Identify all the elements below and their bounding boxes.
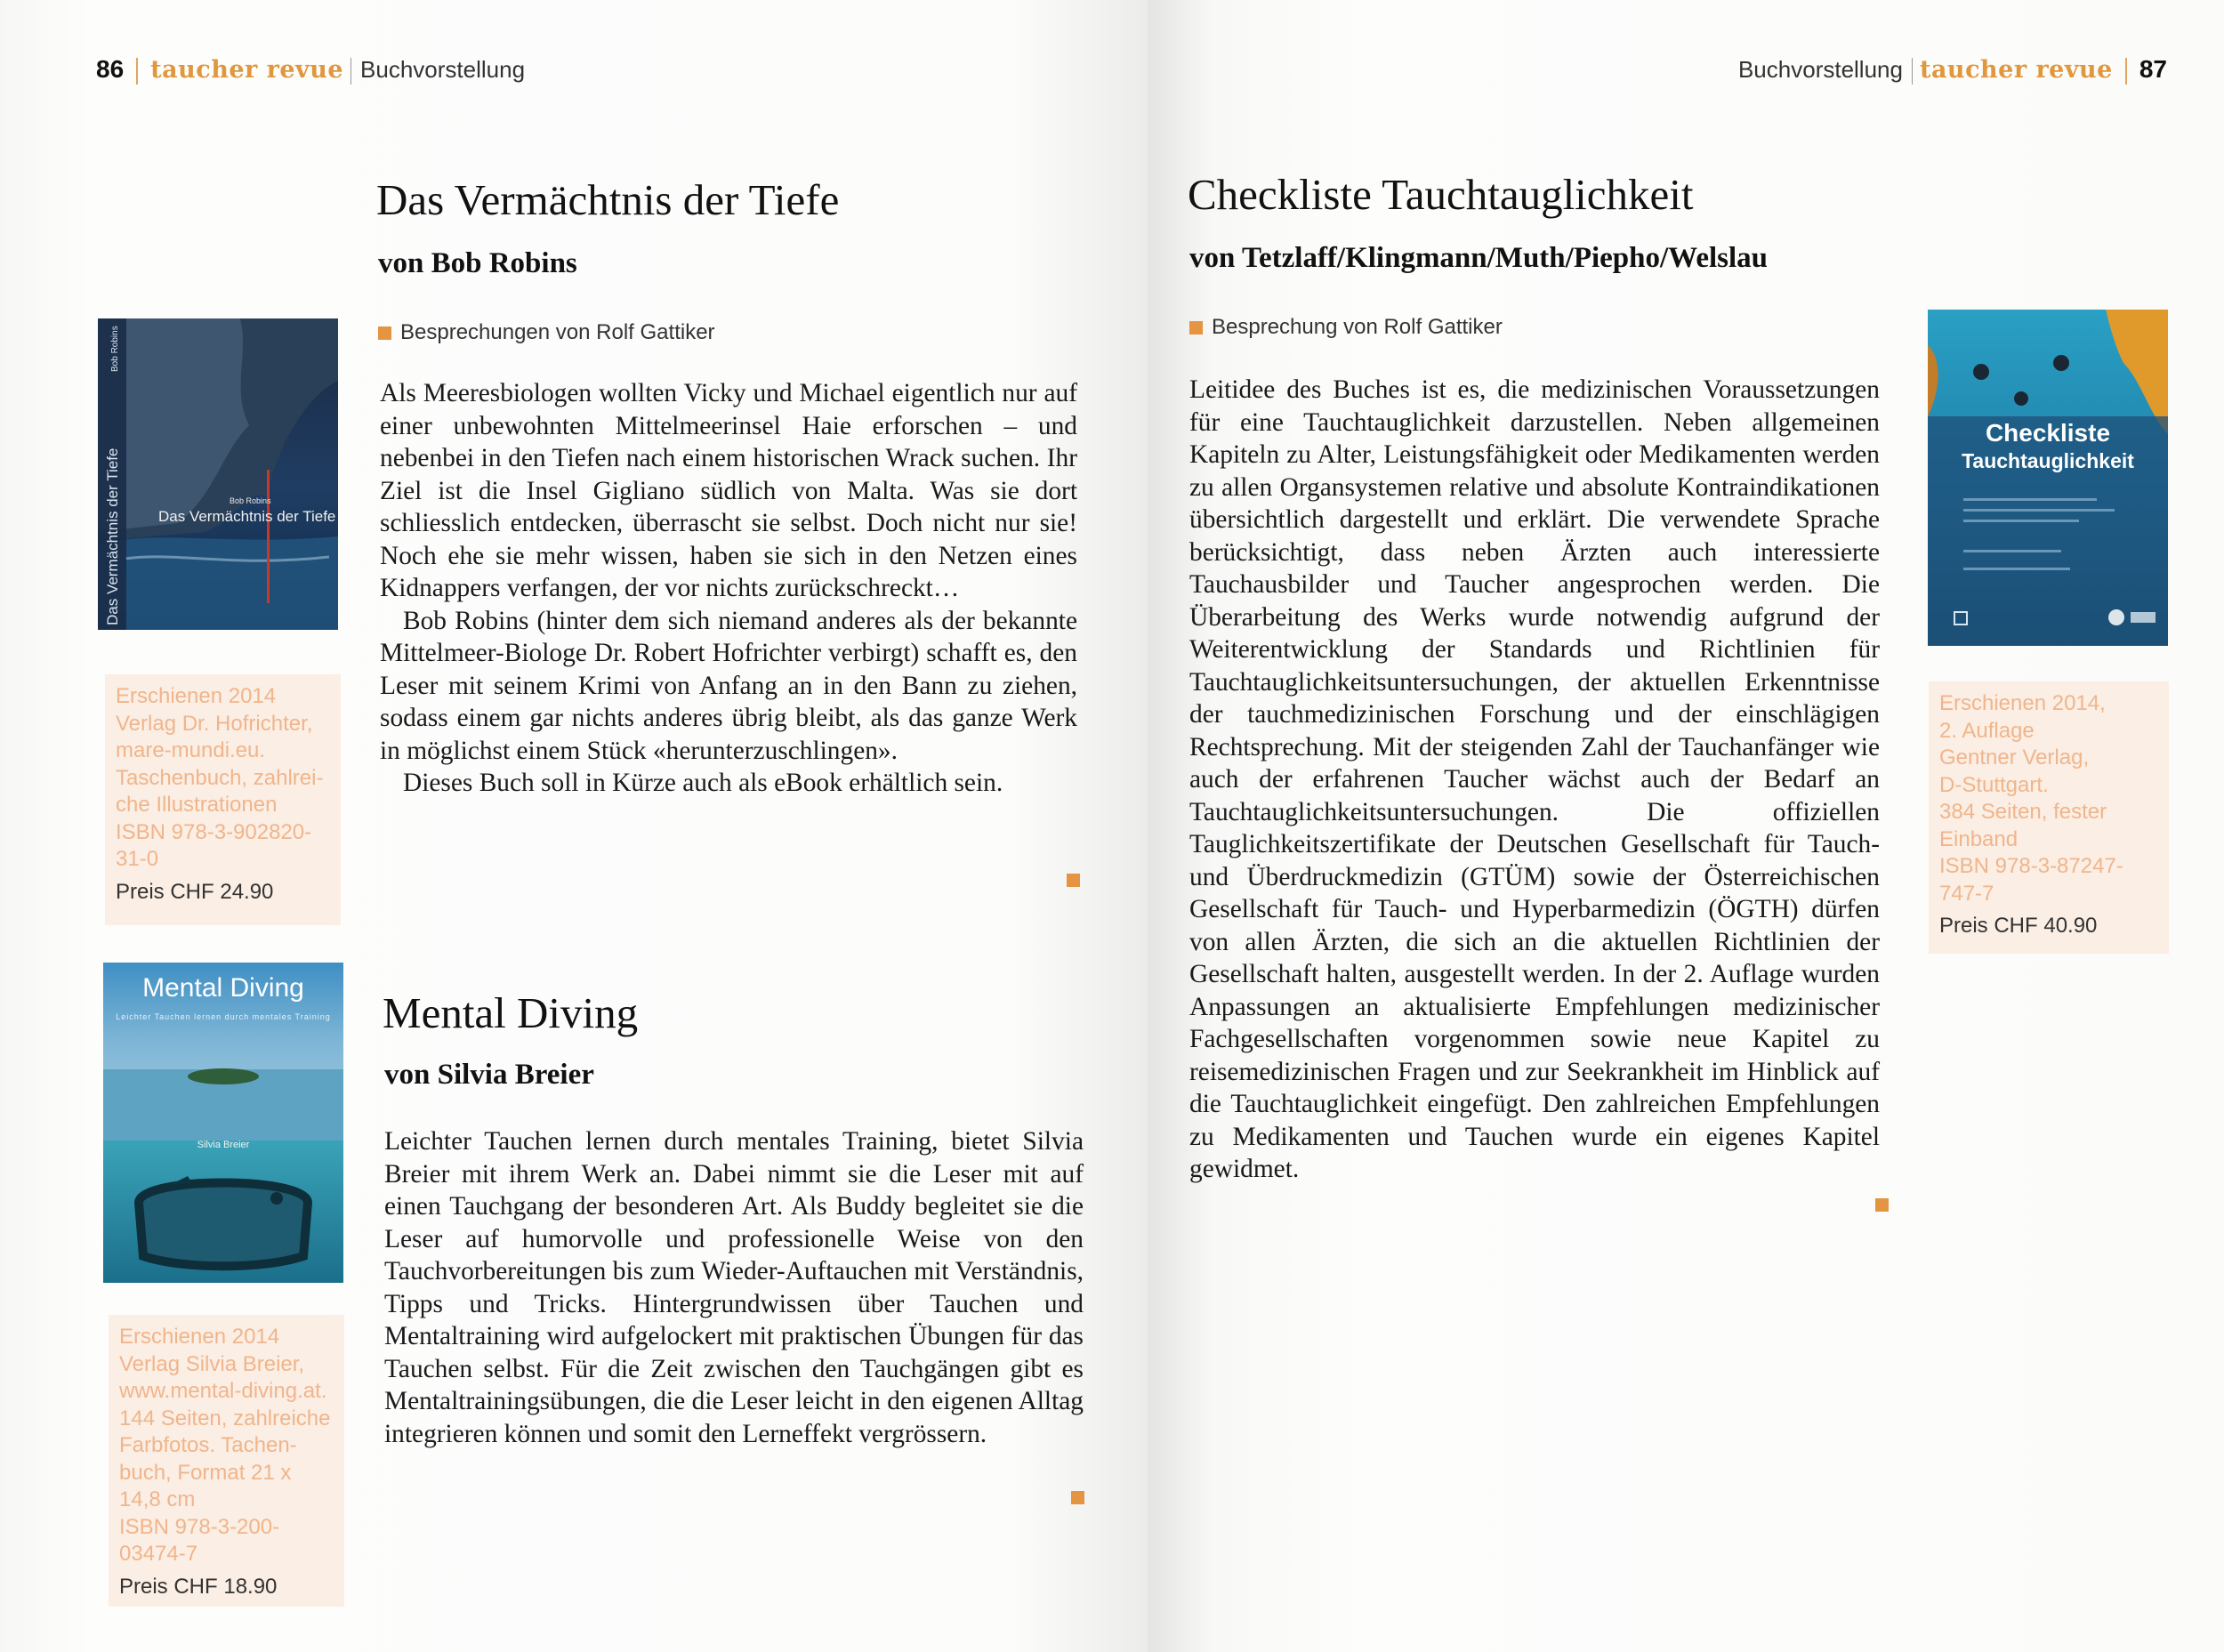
paragraph: Dieses Buch soll in Kürze auch als eBook erhältlich sein.: [403, 769, 1003, 797]
article-author: von Tetzlaff/Klingmann/Muth/Piepho/Welslau: [1189, 242, 1769, 274]
svg-text:Mental Diving: Mental Diving: [142, 973, 304, 1003]
book-price: Preis CHF 24.90: [116, 879, 274, 904]
paragraph: Leitidee des Buches ist es, die medizinischen Voraussetzungen für eine Tauchtauglichkeit darzustellen. Neben allgemeinen Kapiteln zu Alter, Leistungsfähigkeit oder Medikamenten werden zu allen Organsystemen relative und absolute Kontraindikationen übersichtlich dargestellt und erklärt. Die verwendete Sprache berücksichtigt, dass neben Ärzten auch interessierte Tauchausbilder und Taucher angesprochen werden. Die Überarbeitung des Werks wurde notwendig aufgrund der Weiterentwicklung der Standards und Richtlinien für Tauchtauglichkeitsuntersuchungen, der aktuellen Erkenntnisse der tauchmedizinischen Forschung und der einschlägigen Rechtsprechung. Mit der steigenden Zahl der Tauchanfänger wie auch der erfahrenen Taucher wächst auch der Bedarf an Tauchtauglichkeitsuntersuchungen. Die offiziellen Tauglichkeitszertifikate der Deutschen Gesellschaft für Tauch- und Überdruckmedizin (GTÜM) sowie der Österreichischen Gesellschaft für Tauch- und Hyperbarmedizin (ÖGTH) dürfen von allen Ärzten, die sich an die aktuellen Richtlinien der Gesellschaft halten, ausgestellt werden. In der 2. Auflage wurden Anpassungen an aktualisierte Empfehlungen medizinischer Fachgesellschaften vorgenommen sowie neue Kapitel zu reisemedizinischen Fragen und zur Seekrankheit im Hinblick auf die Tauchtauglichkeit eingefügt. Den zahlreichen Empfehlungen zu Medikamenten und Tauchen wurde ein eigenes Kapitel gewidmet.: [1189, 375, 1880, 1183]
section-name: Buchvorstellung: [1737, 56, 1903, 83]
info-line: Einband: [1939, 826, 2019, 851]
info-line: buch, Format 21 x: [119, 1460, 292, 1485]
page-header-right: [1738, 55, 2167, 85]
article-author: von Silvia Breier: [384, 1059, 594, 1091]
article-body: [384, 1125, 1084, 1450]
book-cover-vermaechtnis: [98, 318, 338, 630]
svg-text:Das Vermächtnis der Tiefe: Das Vermächtnis der Tiefe: [158, 508, 336, 525]
book-cover-checkliste: [1928, 310, 2168, 646]
info-line: ISBN 978-3-902820-: [116, 819, 312, 844]
book-info-vermaechtnis: [105, 674, 341, 925]
review-credit: Besprechungen von Rolf Gattiker: [378, 320, 715, 345]
page-number: 87: [2139, 55, 2167, 83]
info-line: 14,8 cm: [119, 1487, 196, 1511]
info-line: Gentner Verlag,: [1939, 745, 2090, 770]
info-line: 31-0: [116, 847, 159, 871]
info-line: 144 Seiten, zahlreiche: [119, 1406, 331, 1430]
review-credit: Besprechung von Rolf Gattiker: [1189, 315, 1503, 340]
right-page: [1148, 0, 2224, 1652]
svg-text:Checkliste: Checkliste: [1985, 419, 2111, 447]
info-line: Erschienen 2014: [119, 1325, 280, 1349]
accent-square-icon: [378, 326, 391, 340]
book-info-checkliste: [1929, 681, 2169, 954]
svg-text:Das Vermächtnis der Tiefe: Das Vermächtnis der Tiefe: [104, 447, 121, 625]
article-title: Mental Diving: [383, 988, 639, 1037]
info-line: ISBN 978-3-87247-: [1939, 854, 2123, 878]
info-line: ISBN 978-3-200-: [119, 1514, 280, 1539]
info-line: D-Stuttgart.: [1939, 772, 2049, 797]
page-number: 86: [96, 55, 125, 83]
svg-text:Silvia Breier: Silvia Breier: [197, 1140, 250, 1150]
magazine-name: taucher revue: [150, 56, 344, 84]
info-line: che Illustrationen: [116, 793, 278, 817]
article-title: Das Vermächtnis der Tiefe: [376, 175, 840, 224]
end-mark-icon: [1875, 1198, 1889, 1212]
book-price: Preis CHF 18.90: [119, 1574, 278, 1599]
svg-text:Bob Robins: Bob Robins: [110, 326, 120, 372]
svg-text:Leichter Tauchen lernen durch: Leichter Tauchen lernen durch mentales Training: [116, 1012, 331, 1021]
svg-text:Tauchtauglichkeit: Tauchtauglichkeit: [1962, 449, 2134, 472]
info-line: Erschienen 2014,: [1939, 691, 2106, 715]
svg-text:Bob Robins: Bob Robins: [230, 496, 271, 505]
article-author: von Bob Robins: [378, 247, 577, 279]
book-price: Preis CHF 40.90: [1939, 914, 2098, 938]
section-name: Buchvorstellung: [360, 56, 526, 83]
info-line: 03474-7: [119, 1542, 198, 1566]
info-line: Verlag Dr. Hofrichter,: [116, 711, 313, 736]
article-title: Checkliste Tauchtauglichkeit: [1188, 170, 1694, 219]
info-line: Erschienen 2014: [116, 684, 277, 708]
paragraph: Als Meeresbiologen wollten Vicky und Michael eigentlich nur auf einer unbewohnten Mittelmeerinsel Haie erforschen – und nebenbei in den Tiefen nach einem historischen Wrack suchen. Ihr Ziel ist die Insel Gigliano südlich von Malta. Was sie dort schliesslich entdecken, überrascht sie selbst. Doch nicht nur sie! Noch ehe sie mehr wissen, haben sie sich in den Netzen eines Kidnappers verfangen, der vor nichts zurückschreckt…: [380, 379, 1077, 602]
book-cover-mental-diving: [103, 963, 343, 1283]
info-line: Farbfotos. Tachen-: [119, 1433, 297, 1457]
info-line: 2. Auflage: [1939, 718, 2035, 743]
info-line: Verlag Silvia Breier,: [119, 1351, 305, 1376]
end-mark-icon: [1071, 1491, 1084, 1504]
info-line: www.mental-diving.at.: [119, 1379, 327, 1403]
article-body: [1189, 374, 1880, 1186]
info-line: 747-7: [1939, 881, 1994, 906]
page-header-left: [96, 55, 525, 85]
magazine-name: taucher revue: [1919, 56, 2113, 84]
info-line: Taschenbuch, zahlrei-: [116, 765, 324, 790]
end-mark-icon: [1067, 874, 1080, 887]
info-line: 384 Seiten, fester: [1939, 800, 2107, 824]
article-body: [380, 377, 1077, 800]
paragraph: Bob Robins (hinter dem sich niemand anderes als der bekannte Mittelmeer-Biologe Dr. Robert Hofrichter verbirgt) schafft es, den Leser mit seinem Krimi von Anfang an in den Bann zu ziehen, sodass einem gar nichts anderes übrig bleibt, als das ganze Werk in möglichst einem Stück «herunterzuschlingen».: [380, 606, 1077, 765]
paragraph: Leichter Tauchen lernen durch mentales Training, bietet Silvia Breier mit ihrem Werk an. Dabei nimmt sie die Leser mit auf einen Tauchgang der besonderen Art. Als Buddy begleitet sie die Leser auf humorvolle und professionelle Weise von den Tauchvorbereitungen bis zum Wieder-Auftauchen mit Verständnis, Tipps und Tricks. Hintergrundwissen über Tauchen und Mentaltraining wird aufgelockert mit praktischen Übungen für das Tauchen selbst. Für die Zeit zwischen den Tauchgängen gibt es Mentaltrainingsübungen, die die Leser leicht in den eigenen Alltag integrieren können und somit den Lerneffekt vergrössern.: [384, 1127, 1084, 1448]
info-line: mare-mundi.eu.: [116, 738, 266, 762]
book-info-mental-diving: [109, 1315, 344, 1607]
accent-square-icon: [1189, 321, 1203, 334]
